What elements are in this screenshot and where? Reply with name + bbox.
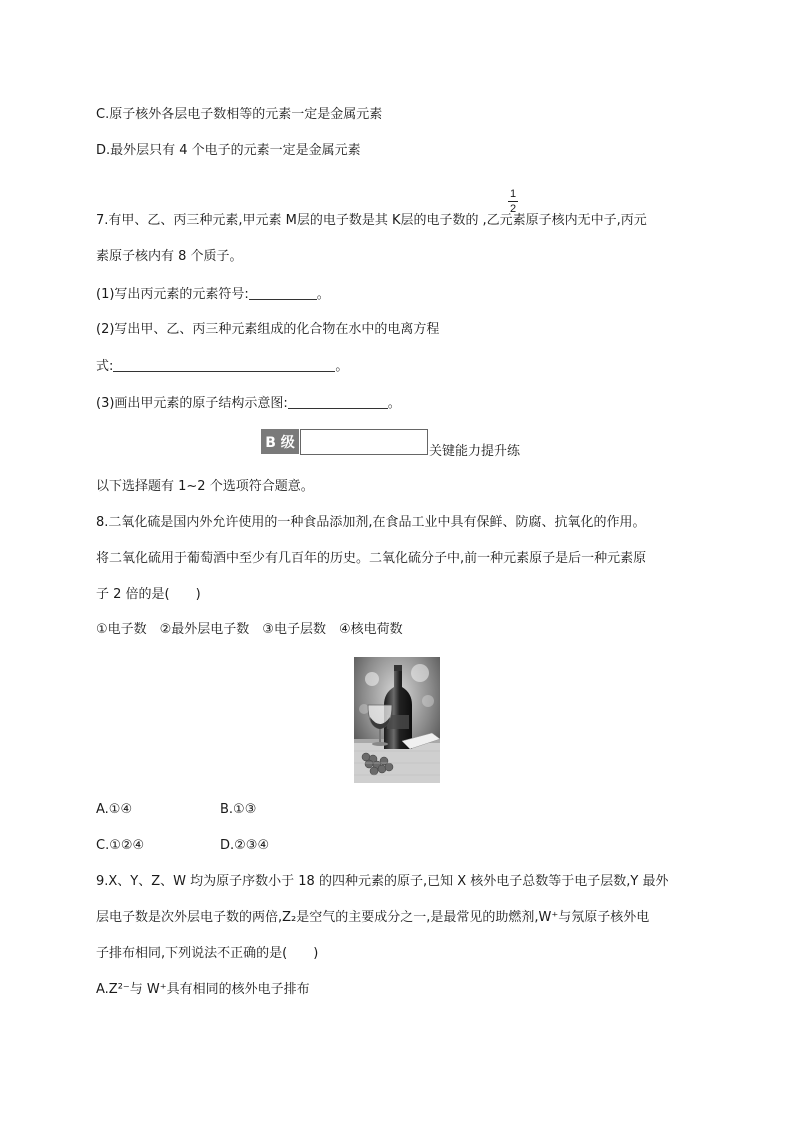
fraction-denominator: 2 [509,203,517,215]
q7-sub1 [96,285,330,304]
q7-stem-part2: ,乙元素原子核内无中子,丙元 [482,213,647,228]
q7-sub3-text: (3)画出甲元素的原子结构示意图: [96,396,288,411]
q9-stem-line2: 层电子数是次外层电子数的两倍,Z₂是空气的主要成分之一,是最常见的助燃剂,W⁺与氖原子核外电 [96,910,650,925]
section-b-title: 关键能力提升练 [429,444,521,459]
q7-sub3 [96,394,401,413]
section-b-underline [300,454,428,455]
q7-sub3-end: 。 [387,396,401,411]
q8-items: ①电子数 ②最外层电子数 ③电子层数 ④核电荷数 [96,622,403,637]
q9-stem-line1: 9.X、Y、Z、W 均为原子序数小于 18 的四种元素的原子,已知 X 核外电子总数等于电子层数,Y 最外 [96,874,669,889]
q7-sub2-line1: (2)写出甲、乙、丙三种元素组成的化合物在水中的电离方程 [96,322,440,337]
q7-sub1-text: (1)写出丙元素的元素符号: [96,287,249,302]
q7-sub2-end: 。 [335,359,349,374]
fraction-one-half [508,188,518,215]
q7-sub2-line2 [96,357,348,376]
instruction-text: 以下选择题有 1~2 个选项符合题意。 [96,479,314,494]
q7-stem-line2: 素原子核内有 8 个质子。 [96,249,243,264]
q7-sub1-end: 。 [316,287,330,302]
q9-option-a[interactable]: A.Z²⁻与 W⁺具有相同的核外电子排布 [96,982,310,997]
q8-option-a[interactable]: A.①④ [96,802,133,817]
q8-stem-line1: 8.二氧化硫是国内外允许使用的一种食品添加剂,在食品工业中具有保鲜、防腐、抗氧化的作用。 [96,515,646,530]
q8-option-c[interactable]: C.①②④ [96,838,145,853]
q7-sub2-line2-text: 式: [96,359,114,374]
q7-stem-part1: 7.有甲、乙、丙三种元素,甲元素 M层的电子数是其 K层的电子数的 [96,213,479,228]
section-b-box [300,429,428,454]
q6-option-c: C.原子核外各层电子数相等的元素一定是金属元素 [96,107,383,122]
fraction-numerator: 1 [509,188,517,200]
q8-stem-line3: 子 2 倍的是( ) [96,587,201,602]
q7-stem-line1 [96,212,647,230]
q8-stem-line2: 将二氧化硫用于葡萄酒中至少有几百年的历史。二氧化硫分子中,前一种元素原子是后一种元素原 [96,551,647,566]
wine-bottle-glass-grapes-photo [354,657,440,783]
q8-option-b[interactable]: B.①③ [220,802,257,817]
section-b-badge: B 级 [261,429,299,454]
answer-blank-1[interactable] [249,285,317,300]
q9-stem-line3: 子排布相同,下列说法不正确的是( ) [96,946,319,961]
answer-blank-2[interactable] [113,357,335,372]
q6-option-d: D.最外层只有 4 个电子的元素一定是金属元素 [96,143,361,158]
answer-blank-3[interactable] [288,394,388,409]
q8-option-d[interactable]: D.②③④ [220,838,270,853]
